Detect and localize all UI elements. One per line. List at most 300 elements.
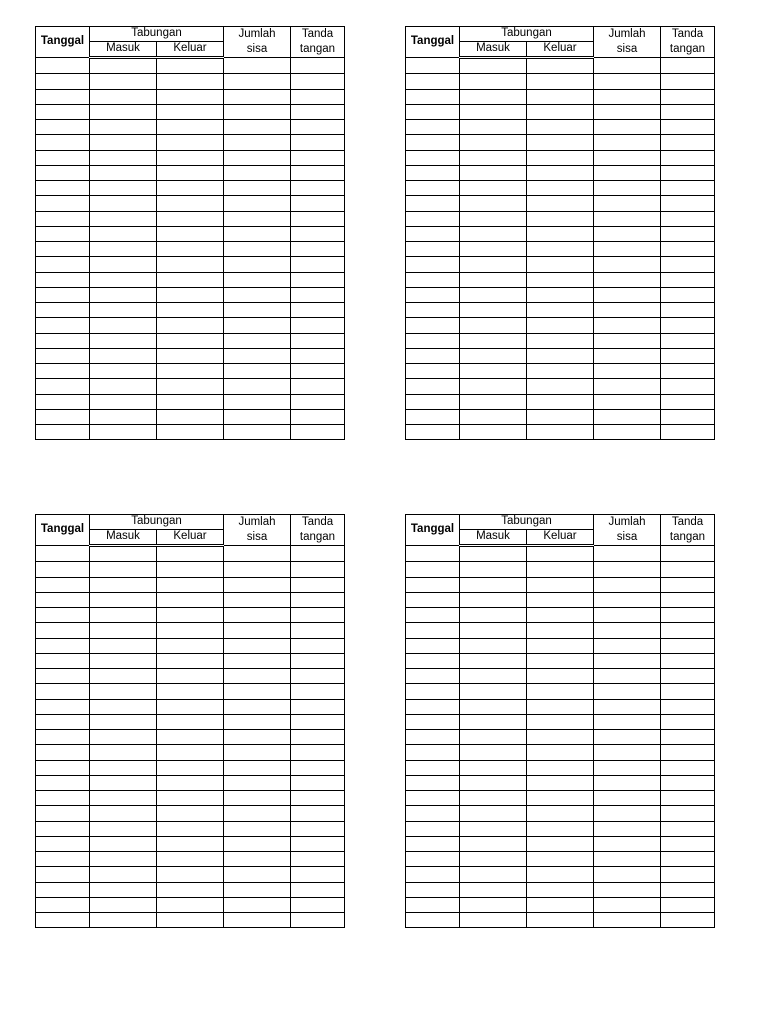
table-row [36, 882, 345, 897]
deposit-cell [460, 135, 527, 150]
date-cell [406, 791, 460, 806]
deposit-cell [90, 333, 157, 348]
signature-cell [661, 303, 715, 318]
date-cell [406, 608, 460, 623]
withdrawal-cell [157, 775, 224, 790]
table-row [36, 394, 345, 409]
withdrawal-cell [527, 379, 594, 394]
table-row [406, 303, 715, 318]
withdrawal-cell [157, 409, 224, 424]
table-row [36, 745, 345, 760]
table-row [36, 318, 345, 333]
deposit-cell [460, 867, 527, 882]
table-row [406, 150, 715, 165]
balance-cell [594, 394, 661, 409]
date-cell [36, 653, 90, 668]
table-row [406, 867, 715, 882]
date-cell [406, 882, 460, 897]
date-cell [36, 257, 90, 272]
balance-cell [594, 592, 661, 607]
signature-cell [661, 653, 715, 668]
signature-header-line2: tangan [669, 43, 706, 55]
withdrawal-cell [527, 867, 594, 882]
signature-cell [291, 394, 345, 409]
date-cell [406, 348, 460, 363]
balance-cell [224, 623, 291, 638]
balance-cell [224, 165, 291, 180]
date-cell [36, 394, 90, 409]
deposit-cell [460, 348, 527, 363]
table-row [406, 364, 715, 379]
signature-cell [291, 806, 345, 821]
balance-cell [594, 638, 661, 653]
table-row [36, 348, 345, 363]
date-cell [36, 638, 90, 653]
balance-cell [224, 287, 291, 302]
deposit-cell [460, 775, 527, 790]
deposit-cell [90, 684, 157, 699]
table-row [36, 287, 345, 302]
date-cell [36, 364, 90, 379]
deposit-cell [460, 89, 527, 104]
date-cell [406, 89, 460, 104]
deposit-cell [90, 348, 157, 363]
table-row [36, 775, 345, 790]
withdrawal-cell [157, 684, 224, 699]
balance-column-header [224, 27, 291, 58]
withdrawal-cell [527, 135, 594, 150]
deposit-cell [460, 669, 527, 684]
balance-cell [224, 409, 291, 424]
deposit-cell [460, 333, 527, 348]
balance-cell [594, 669, 661, 684]
date-cell [406, 592, 460, 607]
signature-cell [291, 257, 345, 272]
date-cell [36, 58, 90, 74]
table-row [406, 653, 715, 668]
balance-cell [224, 684, 291, 699]
date-cell [406, 760, 460, 775]
table-row [406, 394, 715, 409]
table-row [406, 257, 715, 272]
table-row [406, 684, 715, 699]
date-cell [406, 836, 460, 851]
balance-cell [224, 562, 291, 577]
withdrawal-cell [527, 165, 594, 180]
table-row [36, 760, 345, 775]
balance-cell [594, 120, 661, 135]
balance-cell [594, 196, 661, 211]
signature-cell [661, 226, 715, 241]
withdrawal-cell [527, 852, 594, 867]
deposit-cell [460, 730, 527, 745]
balance-cell [224, 394, 291, 409]
deposit-cell [460, 318, 527, 333]
signature-cell [291, 318, 345, 333]
signature-cell [661, 272, 715, 287]
balance-cell [594, 409, 661, 424]
withdrawal-cell [527, 364, 594, 379]
table-row [406, 852, 715, 867]
deposit-cell [90, 760, 157, 775]
withdrawal-cell [527, 272, 594, 287]
balance-header-line2: sisa [246, 531, 268, 543]
balance-cell [224, 181, 291, 196]
date-cell [36, 272, 90, 287]
balance-cell [224, 577, 291, 592]
signature-header-line2: tangan [669, 531, 706, 543]
deposit-cell [460, 181, 527, 196]
deposit-cell [460, 257, 527, 272]
withdrawal-cell [157, 150, 224, 165]
table-row [406, 120, 715, 135]
deposit-cell [460, 287, 527, 302]
balance-cell [594, 165, 661, 180]
date-cell [406, 562, 460, 577]
deposit-cell [90, 120, 157, 135]
deposit-cell [460, 104, 527, 119]
date-cell [406, 318, 460, 333]
deposit-cell [90, 242, 157, 257]
deposit-cell [90, 58, 157, 74]
withdrawal-cell [527, 897, 594, 912]
deposit-cell [90, 272, 157, 287]
date-cell [36, 318, 90, 333]
table-row [36, 272, 345, 287]
table-row [36, 165, 345, 180]
table-row [36, 257, 345, 272]
withdrawal-cell [157, 89, 224, 104]
signature-cell [661, 287, 715, 302]
signature-cell [661, 394, 715, 409]
withdrawal-cell [157, 836, 224, 851]
balance-cell [224, 135, 291, 150]
balance-cell [224, 242, 291, 257]
table-row [406, 89, 715, 104]
balance-cell [594, 760, 661, 775]
withdrawal-cell [527, 638, 594, 653]
signature-cell [661, 318, 715, 333]
withdrawal-cell [527, 74, 594, 89]
date-cell [36, 730, 90, 745]
signature-cell [291, 852, 345, 867]
withdrawal-cell [527, 699, 594, 714]
deposit-cell [460, 745, 527, 760]
withdrawal-cell [157, 272, 224, 287]
table-row [406, 333, 715, 348]
table-row [36, 684, 345, 699]
signature-cell [291, 181, 345, 196]
withdrawal-cell [527, 196, 594, 211]
balance-cell [224, 58, 291, 74]
withdrawal-cell [157, 669, 224, 684]
balance-column-header [224, 515, 291, 546]
table-row [406, 562, 715, 577]
signature-cell [291, 699, 345, 714]
withdrawal-cell [157, 74, 224, 89]
signature-cell [661, 257, 715, 272]
balance-cell [224, 592, 291, 607]
balance-cell [594, 257, 661, 272]
date-cell [36, 699, 90, 714]
deposit-cell [460, 562, 527, 577]
table-row [406, 699, 715, 714]
date-cell [406, 775, 460, 790]
withdrawal-cell [157, 760, 224, 775]
table-row [36, 821, 345, 836]
signature-cell [661, 913, 715, 928]
withdrawal-cell [157, 364, 224, 379]
balance-cell [594, 867, 661, 882]
deposit-cell [460, 699, 527, 714]
balance-cell [594, 150, 661, 165]
table-row [406, 608, 715, 623]
table-row [406, 669, 715, 684]
deposit-cell [90, 730, 157, 745]
signature-header-line1: Tanda [671, 516, 704, 528]
balance-cell [594, 699, 661, 714]
signature-column-header [291, 515, 345, 546]
table-row [36, 425, 345, 440]
date-cell [36, 425, 90, 440]
table-row [406, 165, 715, 180]
balance-cell [224, 714, 291, 729]
balance-header-line1: Jumlah [608, 28, 646, 40]
signature-cell [661, 699, 715, 714]
deposit-cell [90, 257, 157, 272]
table-row [36, 226, 345, 241]
date-cell [36, 882, 90, 897]
withdrawal-cell [527, 882, 594, 897]
table-row [406, 623, 715, 638]
deposit-cell [90, 394, 157, 409]
signature-cell [661, 638, 715, 653]
table-row [36, 730, 345, 745]
signature-cell [661, 74, 715, 89]
table-row [36, 806, 345, 821]
withdrawal-cell [527, 348, 594, 363]
balance-cell [594, 272, 661, 287]
table-row [406, 135, 715, 150]
table-row [36, 104, 345, 119]
deposit-cell [460, 379, 527, 394]
signature-cell [661, 897, 715, 912]
balance-cell [224, 913, 291, 928]
signature-cell [291, 653, 345, 668]
table-row [36, 120, 345, 135]
withdrawal-cell [527, 546, 594, 562]
deposit-cell [90, 623, 157, 638]
signature-cell [291, 791, 345, 806]
withdrawal-cell [157, 562, 224, 577]
signature-cell [661, 562, 715, 577]
date-cell [406, 242, 460, 257]
signature-cell [661, 58, 715, 74]
table-row [36, 562, 345, 577]
table-row [406, 913, 715, 928]
withdrawal-cell [157, 577, 224, 592]
table-row [406, 806, 715, 821]
date-cell [406, 852, 460, 867]
date-cell [406, 150, 460, 165]
balance-cell [594, 181, 661, 196]
signature-header-line2: tangan [299, 43, 336, 55]
savings-ledger-top-left [35, 26, 345, 440]
balance-cell [594, 608, 661, 623]
signature-cell [291, 745, 345, 760]
deposit-cell [90, 882, 157, 897]
signature-column-header [661, 27, 715, 58]
signature-column-header [661, 515, 715, 546]
deposit-column-header: Masuk [460, 42, 527, 58]
date-cell [36, 89, 90, 104]
withdrawal-cell [527, 806, 594, 821]
deposit-cell [460, 638, 527, 653]
withdrawal-cell [157, 852, 224, 867]
withdrawal-cell [527, 836, 594, 851]
withdrawal-cell [157, 58, 224, 74]
signature-cell [661, 89, 715, 104]
signature-cell [661, 684, 715, 699]
deposit-cell [460, 165, 527, 180]
withdrawal-cell [157, 714, 224, 729]
deposit-cell [460, 913, 527, 928]
table-row [406, 272, 715, 287]
signature-cell [291, 562, 345, 577]
deposit-cell [460, 394, 527, 409]
balance-cell [224, 546, 291, 562]
date-cell [406, 669, 460, 684]
table-row [406, 425, 715, 440]
withdrawal-cell [157, 211, 224, 226]
deposit-cell [90, 745, 157, 760]
date-cell [36, 120, 90, 135]
withdrawal-cell [527, 577, 594, 592]
balance-cell [594, 577, 661, 592]
signature-cell [291, 58, 345, 74]
withdrawal-cell [527, 562, 594, 577]
date-cell [406, 272, 460, 287]
date-cell [36, 592, 90, 607]
table-row [406, 546, 715, 562]
deposit-cell [90, 135, 157, 150]
signature-cell [661, 745, 715, 760]
date-cell [36, 181, 90, 196]
withdrawal-cell [527, 394, 594, 409]
date-cell [406, 303, 460, 318]
table-row [36, 546, 345, 562]
withdrawal-cell [157, 257, 224, 272]
signature-cell [661, 425, 715, 440]
withdrawal-cell [527, 303, 594, 318]
balance-cell [594, 379, 661, 394]
date-cell [406, 913, 460, 928]
signature-header-line1: Tanda [301, 516, 334, 528]
withdrawal-cell [157, 333, 224, 348]
balance-cell [224, 852, 291, 867]
deposit-cell [460, 836, 527, 851]
withdrawal-cell [527, 181, 594, 196]
balance-cell [594, 287, 661, 302]
signature-cell [661, 333, 715, 348]
date-cell [406, 196, 460, 211]
table-row [36, 303, 345, 318]
deposit-cell [90, 897, 157, 912]
balance-cell [594, 714, 661, 729]
date-cell [36, 714, 90, 729]
date-column-header: Tanggal [406, 515, 460, 546]
date-cell [406, 287, 460, 302]
deposit-cell [90, 592, 157, 607]
table-row [406, 730, 715, 745]
signature-cell [291, 882, 345, 897]
table-row [36, 196, 345, 211]
withdrawal-cell [157, 303, 224, 318]
balance-cell [594, 135, 661, 150]
date-cell [406, 409, 460, 424]
balance-cell [594, 89, 661, 104]
deposit-cell [90, 546, 157, 562]
withdrawal-cell [157, 394, 224, 409]
balance-cell [224, 821, 291, 836]
date-cell [406, 165, 460, 180]
date-cell [406, 120, 460, 135]
signature-cell [291, 913, 345, 928]
table-row [36, 638, 345, 653]
signature-cell [291, 684, 345, 699]
balance-cell [224, 303, 291, 318]
deposit-cell [90, 409, 157, 424]
table-row [406, 577, 715, 592]
signature-cell [291, 867, 345, 882]
date-cell [36, 913, 90, 928]
date-cell [36, 135, 90, 150]
withdrawal-cell [527, 760, 594, 775]
date-cell [406, 74, 460, 89]
balance-cell [224, 379, 291, 394]
deposit-cell [460, 760, 527, 775]
signature-cell [661, 181, 715, 196]
signature-cell [291, 89, 345, 104]
balance-cell [594, 211, 661, 226]
balance-cell [224, 150, 291, 165]
table-row [406, 74, 715, 89]
deposit-cell [90, 775, 157, 790]
withdrawal-cell [527, 745, 594, 760]
withdrawal-cell [527, 775, 594, 790]
deposit-cell [90, 150, 157, 165]
balance-cell [594, 791, 661, 806]
table-row [36, 333, 345, 348]
table-row [406, 379, 715, 394]
deposit-cell [90, 303, 157, 318]
table-row [36, 714, 345, 729]
table-row [406, 775, 715, 790]
withdrawal-cell [157, 821, 224, 836]
deposit-cell [90, 89, 157, 104]
signature-cell [291, 379, 345, 394]
withdrawal-cell [527, 653, 594, 668]
deposit-cell [90, 608, 157, 623]
balance-cell [594, 821, 661, 836]
table-row [36, 211, 345, 226]
balance-cell [224, 882, 291, 897]
signature-cell [291, 775, 345, 790]
withdrawal-cell [157, 592, 224, 607]
deposit-cell [90, 836, 157, 851]
savings-column-header: Tabungan [90, 515, 224, 530]
signature-cell [661, 379, 715, 394]
